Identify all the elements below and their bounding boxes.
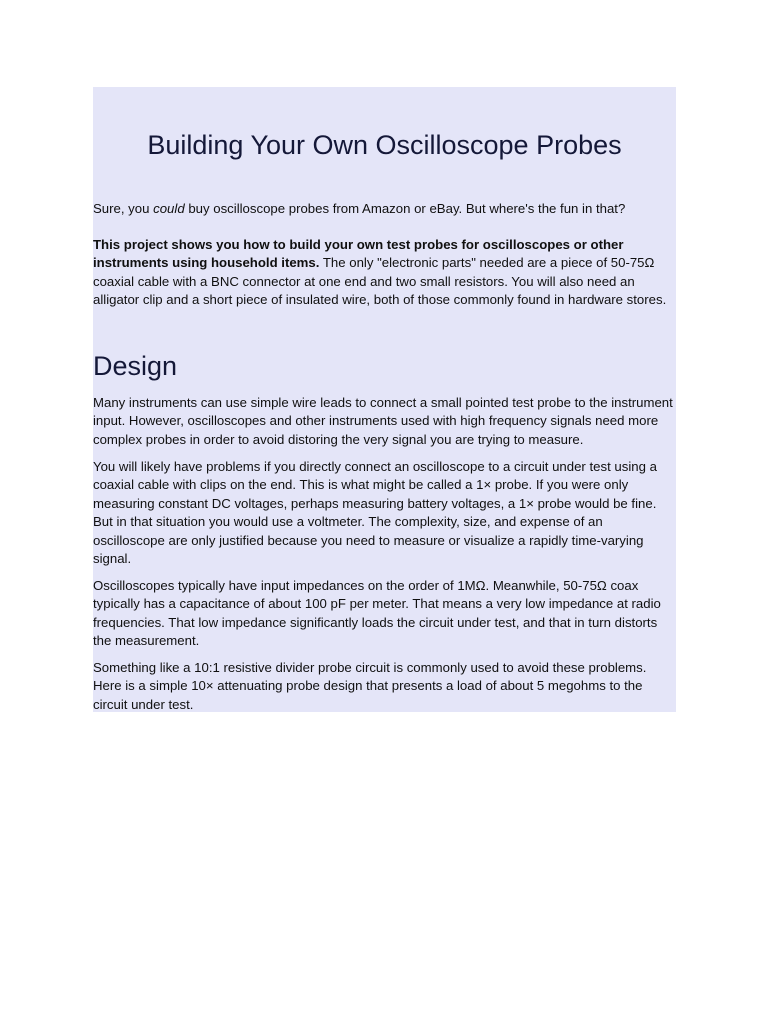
project-summary-bold: This project shows you how to build your own test probes for oscilloscopes or other instruments using household items. [93, 237, 624, 271]
intro-text-start: Sure, you [93, 201, 154, 216]
intro-text-end: buy oscilloscope probes from Amazon or eBay. But where's the fun in that? [184, 201, 626, 216]
project-details: The only "electronic parts" needed are a piece of 50-75Ω coaxial cable with a BNC connector at one end and two small resistors. You will also need an alligator clip and a short piece of insulated wire, both of those commonly found in hardware stores. [93, 255, 667, 308]
document-content-block [93, 87, 676, 712]
design-paragraph-2: You will likely have problems if you directly connect an oscilloscope to a circuit under test using a coaxial cable with clips on the end. This is what might be called a 1× probe. If you were only measuring constant DC voltages, perhaps measuring battery voltages, a 1× probe would be fine. But in that situation you would use a voltmeter. The complexity, size, and expense of an oscilloscope are only justified because you need to measure or visualize a rapidly time-varying signal. [93, 459, 657, 567]
design-paragraph-4: Something like a 10:1 resistive divider probe circuit is commonly used to avoid these problems. Here is a simple 10× attenuating probe design that presents a load of about 5 megohms to the circuit under test. [93, 660, 647, 712]
design-paragraph-3: Oscilloscopes typically have input impedances on the order of 1MΩ. Meanwhile, 50-75Ω coax typically has a capacitance of about 100 pF per meter. That means a very low impedance at radio frequencies. That low impedance significantly loads the circuit under test, and that in turn distorts the measurement. [93, 578, 661, 649]
design-heading: Design [93, 351, 178, 381]
intro-paragraph [93, 200, 676, 218]
page-title: Building Your Own Oscilloscope Probes [147, 130, 622, 160]
intro-emphasis: could [153, 201, 185, 216]
project-paragraph [93, 236, 676, 310]
design-paragraph-1: Many instruments can use simple wire leads to connect a small pointed test probe to the instrument input. However, oscilloscopes and other instruments used with high frequency signals need more complex probes in order to avoid distoring the very signal you are trying to measure. [93, 395, 673, 447]
